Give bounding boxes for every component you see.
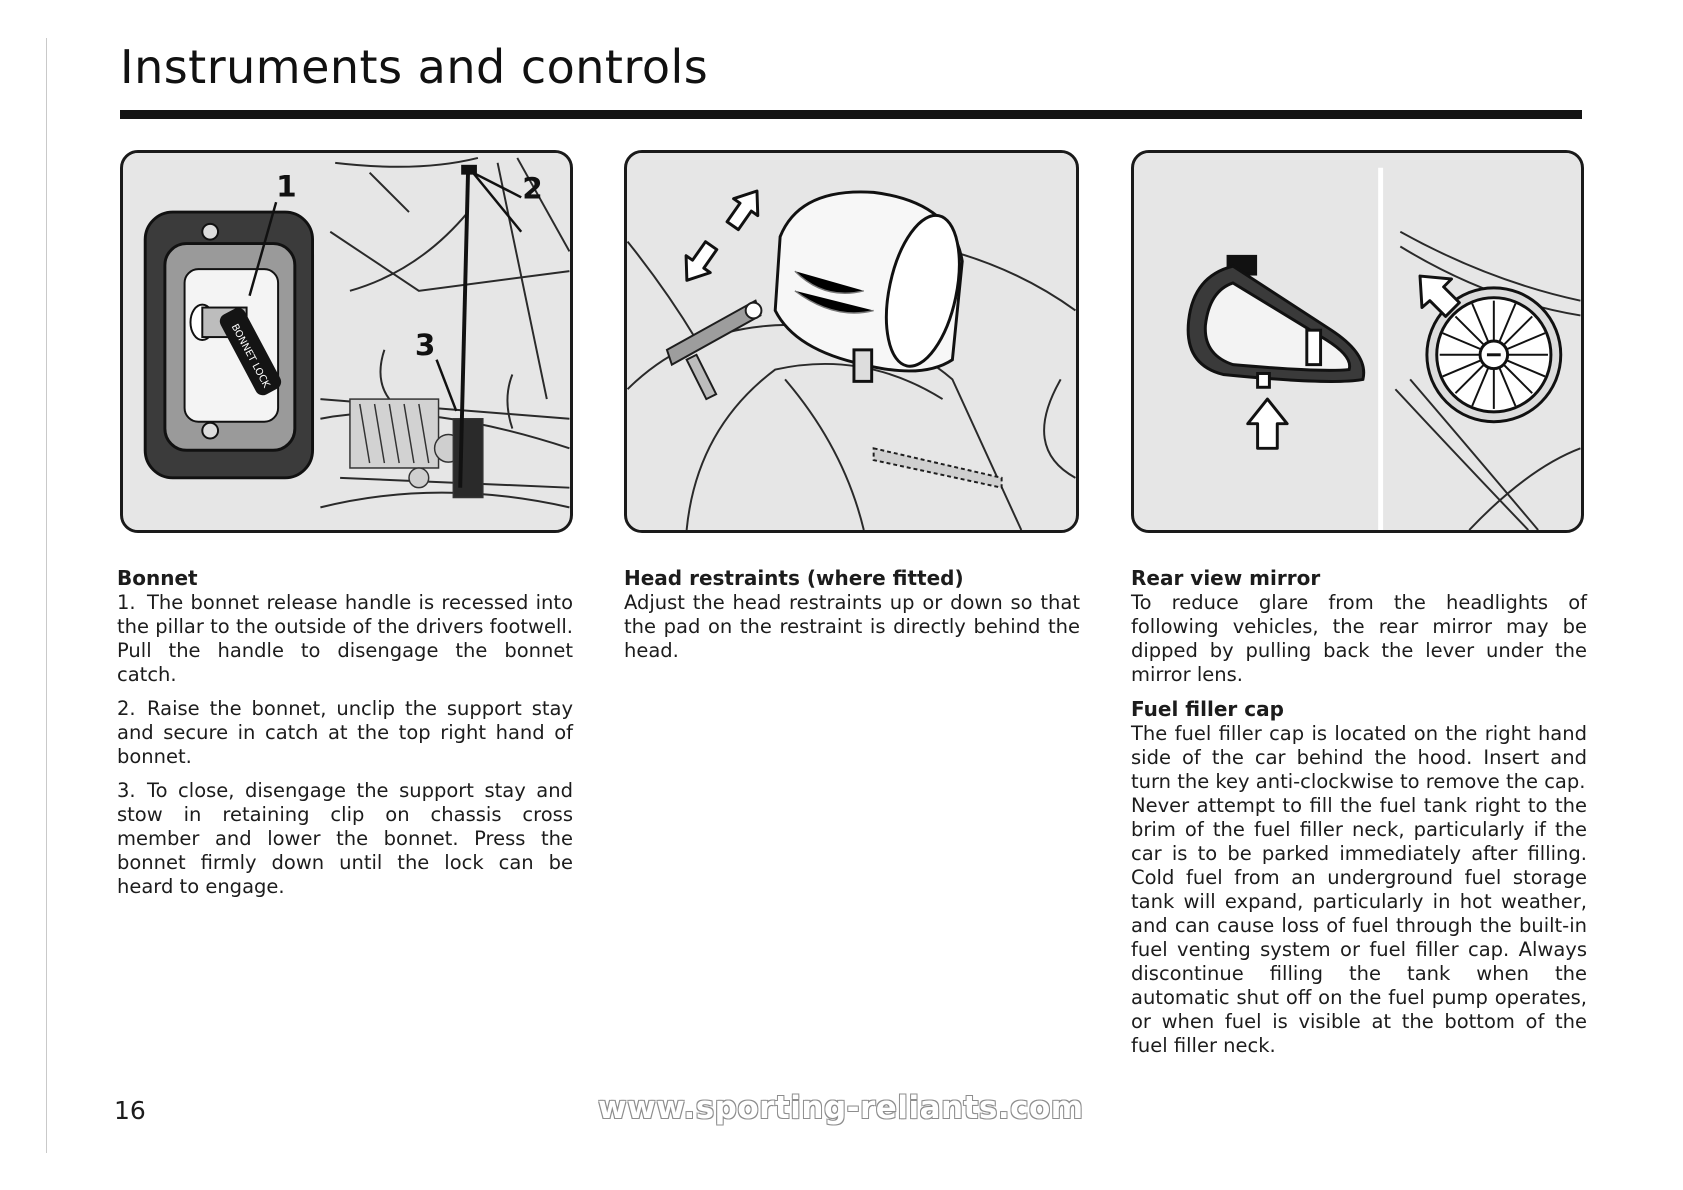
title-rule — [120, 110, 1582, 119]
bonnet-item-1 — [117, 591, 573, 687]
mirror-fuel-section — [1131, 566, 1587, 1058]
head-restraints-section — [624, 566, 1080, 663]
bonnet-item-2 — [117, 697, 573, 769]
rear-view-mirror-heading: Rear view mirror — [1131, 566, 1321, 590]
page-title: Instruments and controls — [120, 40, 709, 94]
mirror-fuel-cap-illustration — [1131, 150, 1584, 533]
head-restraint-illustration — [624, 150, 1079, 533]
item-text: To close, disengage the support stay and stow in retaining clip on chassis cross member and lower the bonnet. Press the bonnet firmly down until the lock can be heard to engage. — [117, 779, 573, 898]
item-text: Raise the bonnet, unclip the support stay and secure in catch at the top right hand of bonnet. — [117, 697, 573, 768]
rear-view-mirror-text: To reduce glare from the headlights of following vehicles, the rear mirror may be dipped by pulling back the lever under the mirror lens. — [1131, 591, 1587, 686]
bonnet-section — [117, 566, 573, 899]
callout-1: 1 — [276, 169, 297, 204]
bonnet-heading: Bonnet — [117, 566, 198, 590]
item-number: 2. — [117, 697, 136, 720]
item-number: 3. — [117, 779, 136, 802]
fuel-filler-cap-text-2: Never attempt to fill the fuel tank right to the brim of the fuel filler neck, particularly if the car is to be parked immediately after filling. Cold fuel from an underground fuel storage tank will expand, particularly in hot weather, and can cause loss of fuel through the built-in fuel venting system or fuel filler cap. Always discontinue filling the tank when the automatic shut off on the fuel pump operates, or when fuel is visible at the bottom of the fuel filler neck. — [1131, 794, 1587, 1057]
handle-label: BONNET LOCK — [228, 322, 272, 390]
watermark: www.sporting-reliants.com — [598, 1090, 1084, 1126]
scan-edge-line — [46, 38, 47, 1153]
head-restraints-heading: Head restraints (where fitted) — [624, 566, 964, 590]
callout-3: 3 — [414, 327, 436, 362]
bonnet-item-3 — [117, 779, 573, 899]
head-restraints-text: Adjust the head restraints up or down so that the pad on the restraint is directly behind the head. — [624, 591, 1080, 662]
fuel-filler-cap-heading: Fuel filler cap — [1131, 697, 1284, 721]
bonnet-illustration — [120, 150, 573, 533]
item-number: 1. — [117, 591, 136, 614]
fuel-filler-cap-text-1: The fuel filler cap is located on the right hand side of the car behind the hood. Insert and turn the key anti-clockwise to remove the cap. — [1131, 722, 1587, 793]
item-text: The bonnet release handle is recessed into the pillar to the outside of the drivers footwell. Pull the handle to disengage the bonnet catch. — [117, 591, 573, 686]
page-number: 16 — [114, 1096, 146, 1125]
callout-2: 2 — [522, 171, 543, 206]
